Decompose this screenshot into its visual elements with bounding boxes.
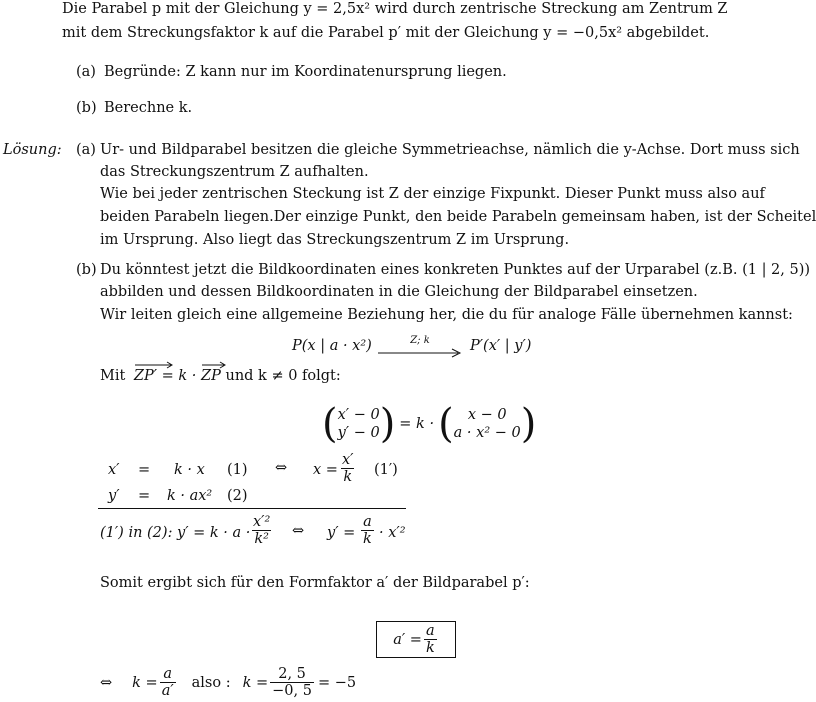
subst-res-suffix: · x′² (379, 525, 406, 541)
mapping-right: P′(x′ | y′) (470, 338, 532, 354)
vector-arrow-icon (201, 361, 227, 369)
intro-line-2: mit dem Streckungsfaktor k auf die Parabel p′ mit der Gleichung y = −0,5x² abgebildet. (62, 25, 710, 41)
eq1-frac: $\frac{x'}{k}$ (342, 452, 354, 485)
eq2-rhs: k · ax² (167, 488, 213, 504)
eq1-rhs: k · x (174, 462, 205, 478)
vector-intro-suffix: und k ≠ 0 folgt: (225, 368, 341, 384)
solution-a-line-4: beiden Parabeln liegen.Der einzige Punkt, den beide Parabeln gemeinsam haben, ist der Scheitel (100, 209, 816, 225)
eq1-sol-lhs: x = (313, 462, 338, 478)
final-iff: ⇔ (100, 674, 113, 691)
vector-intro-mid: = k · (161, 368, 197, 384)
vector-intro-prefix: Mit (100, 368, 126, 384)
eq1-iff: ⇔ (275, 460, 288, 476)
subst-iff: ⇔ (292, 523, 305, 539)
formfactor-text: Somit ergibt sich für den Formfaktor a′ der Bildparabel p′: (100, 575, 530, 591)
eq1-lhs: x′ (108, 462, 120, 478)
solution-b-label: (b) (76, 262, 97, 278)
boxed-lhs: a′ = (393, 631, 422, 648)
solution-a-line-1: Ur- und Bildparabel besitzen die gleiche Symmetrieachse, nämlich die y-Achse. Dort muss sich (100, 142, 800, 158)
eq2-eq: = (138, 488, 151, 504)
subst-res-lhs: y′ = (327, 525, 356, 541)
eq2-tag: (2) (227, 488, 248, 504)
vector-arrow-icon (134, 361, 174, 369)
vector-zp-prime: ZP′ (134, 368, 157, 384)
final-line: ⇔ k = $\frac{a}{a'}$ also : k = $\frac{2, 5}{-0, 5}$ = −5 (100, 666, 357, 699)
rhs-bottom: a · x² − 0 (453, 425, 521, 441)
solution-b-line-3: Wir leiten gleich eine allgemeine Beziehung her, die du für analoge Fälle übernehmen kannst: (100, 307, 793, 323)
vector-intro (100, 368, 341, 384)
solution-b-line-2: abbilden und dessen Bildkoordinaten in die Gleichung der Bildparabel einsetzen. (100, 284, 698, 300)
eq1-sol-tag: (1′) (374, 462, 398, 478)
eq1-eq: = (138, 462, 151, 478)
intro-line-1: Die Parabel p mit der Gleichung y = 2,5x² wird durch zentrische Streckung am Zentrum Z (62, 1, 728, 17)
final-result: = −5 (317, 674, 357, 691)
lhs-bottom: y′ − 0 (337, 425, 380, 441)
final-lhs: k = (132, 674, 158, 691)
eq1-tag: (1) (227, 462, 248, 478)
mapping-arrow-label: Z; k (410, 335, 430, 346)
vector-zp: ZP (201, 368, 221, 384)
subst-res-frac: $\frac{a}{k}$ (363, 514, 372, 547)
solution-a-line-5: im Ursprung. Also liegt das Streckungszentrum Z im Ursprung. (100, 232, 570, 248)
final-lhs2: k = (242, 674, 269, 691)
matrix-op: = k · (399, 416, 435, 432)
final-also: also : (191, 674, 231, 691)
rhs-top: x − 0 (467, 407, 507, 423)
solution-heading: Lösung: (3, 142, 62, 158)
task-b-text: Berechne k. (104, 100, 193, 116)
subst-prefix: (1′) in (2): y′ = k · a · (100, 525, 251, 541)
task-b-label: (b) (76, 100, 97, 116)
subst-frac: $\frac{\text{x′²}}{\text{k²}}$ (253, 514, 271, 547)
boxed-result (376, 621, 456, 658)
solution-b-line-1: Du könntest jetzt die Bildkoordinaten eines konkreten Punktes auf der Urparabel (z.B. (1 | 2, 5)) (100, 262, 811, 278)
vector-equation: ( x′ − 0 y′ − 0 ) = k · ( x − 0 a · x² − 0 ) (322, 401, 537, 447)
eq2-lhs: y′ (108, 488, 120, 504)
boxed-den: k (425, 640, 435, 656)
solution-a-line-2: das Streckungszentrum Z aufhalten. (100, 164, 369, 180)
solution-a-line-3: Wie bei jeder zentrischen Steckung ist Z der einzige Fixpunkt. Dieser Punkt muss also auf (100, 186, 765, 202)
right-arrow-icon (378, 348, 462, 358)
divider (98, 508, 406, 509)
boxed-num: a (426, 623, 435, 639)
mapping-left: P(x | a · x²) (292, 338, 372, 354)
lhs-top: x′ − 0 (337, 407, 380, 423)
solution-a-label: (a) (76, 142, 96, 158)
mapping-arrow (378, 335, 462, 362)
task-a-text: Begründe: Z kann nur im Koordinatenursprung liegen. (104, 64, 507, 80)
task-a-label: (a) (76, 64, 96, 80)
